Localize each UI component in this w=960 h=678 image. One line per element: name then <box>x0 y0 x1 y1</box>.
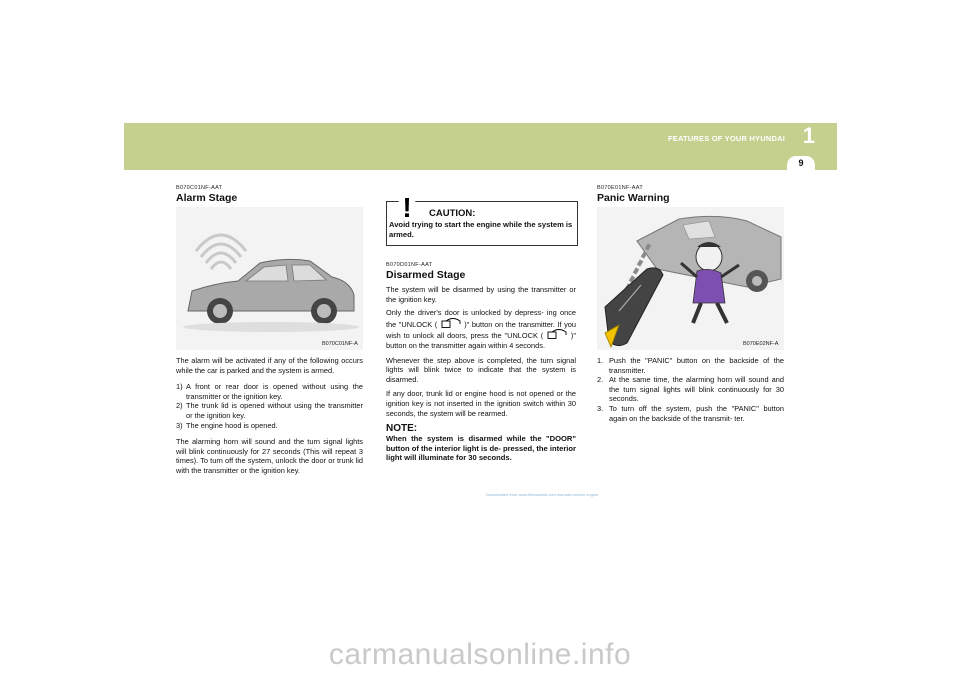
list-number: 1) <box>176 382 183 392</box>
panic-illustration <box>597 207 784 350</box>
page-number: 9 <box>798 158 804 168</box>
section-code: B070E01NF-AAT <box>597 185 643 191</box>
list-number: 2. <box>597 375 604 385</box>
list-text: A front or rear door is opened without using the transmitter or the ignition key. <box>186 382 363 401</box>
section-code: B070D01NF-AAT <box>386 262 433 268</box>
intro-paragraph: The alarm will be activated if any of the following occurs while the car is parked and the system is armed. <box>176 356 363 375</box>
section-title: FEATURES OF YOUR HYUNDAI <box>667 134 785 143</box>
footer-site-watermark: carmanualsonline.info <box>328 638 632 671</box>
list-text: To turn off the system, push the "PANIC" button again on the backside of the transmit- ter. <box>609 403 784 423</box>
figure-code: B070E02NF-A <box>743 341 779 347</box>
section-heading: Alarm Stage <box>176 192 238 204</box>
list-item <box>597 356 784 375</box>
watermark: Downloaded from www.Manualslib.com manuals search engine <box>486 492 599 497</box>
list-number: 3. <box>597 403 604 413</box>
outro-paragraph: The alarming horn will sound and the turn signal lights will blink continuously for 27 seconds (This will repeat 3 times). To turn off the system, unlock the door or trunk lid with the transmitter or the ignition key. <box>176 437 363 475</box>
list-item <box>597 375 784 404</box>
list-number: 3) <box>176 420 183 430</box>
unlock-button-icon <box>440 318 462 328</box>
chapter-header <box>124 123 837 170</box>
section-heading: Panic Warning <box>597 192 670 204</box>
paragraph: The system will be disarmed by using the transmitter or the ignition key. <box>386 285 576 304</box>
list-item <box>176 421 363 431</box>
chapter-number: 1 <box>802 123 815 148</box>
panic-figure <box>597 207 784 350</box>
text-run: )" button on the transmitter. If you wish to unlock all doors, press the "UNLOCK ( <box>386 319 576 341</box>
unlock-button-icon <box>546 329 568 339</box>
note-text: When the system is disarmed while the "DOOR" button of the interior light is de- pressed, the interior light will illuminate for 30 seconds. <box>386 434 576 462</box>
caution-box <box>386 192 578 246</box>
list-text: The engine hood is opened. <box>186 420 278 430</box>
text-run: Only the driver's door is unlocked by depress- ing once the "UNLOCK ( <box>386 308 576 329</box>
svg-text:!: ! <box>402 192 412 220</box>
caution-text: Avoid trying to start the engine while the system is armed. <box>389 220 573 239</box>
panic-warning-body <box>597 356 784 423</box>
alarm-stage-section <box>176 185 363 204</box>
section-heading: Disarmed Stage <box>386 269 466 281</box>
caution-title: CAUTION: <box>429 208 476 219</box>
list-number: 1. <box>597 356 604 365</box>
paragraph: Whenever the step above is completed, the turn signal lights will blink twice to indicate that the system is disarmed. <box>386 355 576 384</box>
list-text: Push the "PANIC" button on the backside of the transmitter. <box>609 356 784 375</box>
list-number: 2) <box>176 401 183 411</box>
section-code: B070C01NF-AAT <box>176 185 223 191</box>
list-text: The trunk lid is opened without using the transmitter or the ignition key. <box>186 401 363 420</box>
car-alarm-illustration <box>176 207 363 350</box>
disarmed-stage-section <box>386 262 576 462</box>
list-item <box>597 404 784 423</box>
alarm-car-figure <box>176 207 363 350</box>
unlock-paragraph <box>386 308 576 350</box>
text-run: )" button on the transmitter again within 4 seconds. <box>386 331 576 350</box>
note-title: NOTE: <box>386 423 418 435</box>
warning-icon <box>387 188 427 220</box>
figure-code: B070C01NF-A <box>322 341 358 347</box>
list-item <box>176 382 363 401</box>
list-item <box>176 401 363 420</box>
panic-warning-section <box>597 185 784 204</box>
list-text: At the same time, the alarming horn will sound and the turn signal lights will blink continuously for 30 seconds. <box>609 375 784 404</box>
paragraph: If any door, trunk lid or engine hood is not opened or the ignition key is not inserted in the ignition switch within 30 seconds, the system will be rearmed. <box>386 389 576 418</box>
alarm-stage-body <box>176 356 363 476</box>
